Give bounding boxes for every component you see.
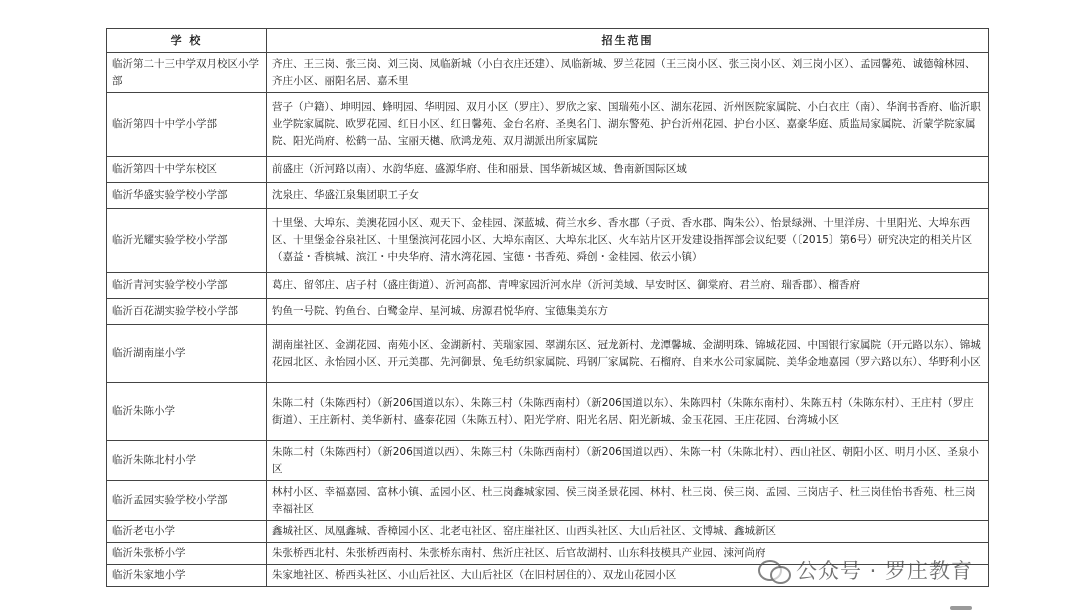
- enrollment-range: 十里堡、大埠东、美澳花园小区、观天下、金桂园、深蓝城、荷兰水乡、香水郡（子贡、香水郡、陶朱公）、怡景绿洲、十里洋房、十里阳光、大埠东西区、十里堡金谷泉社区、十里堡滨河花园小区、大埠东南区、大埠东北区、火车站片区开发建设指挥部会议纪要（〔2015〕第6号）研究决定的相关片区（嘉益・香槟城、滨江・中央华府、清水湾花园、宝德・书香苑、舜创・金桂园、依云小镇）: [267, 209, 989, 273]
- school-name: 临沂孟园实验学校小学部: [107, 481, 267, 521]
- table-row: [107, 183, 989, 209]
- table-row: [107, 383, 989, 441]
- school-name: 临沂湖南崖小学: [107, 325, 267, 383]
- table-row: [107, 93, 989, 157]
- enrollment-range: 前盛庄（沂河路以南）、水韵华庭、盛源华府、佳和丽景、国华新城区域、鲁南新国际区域: [267, 157, 989, 183]
- enrollment-range: 齐庄、王三岗、张三岗、刘三岗、凤临新城（小白衣庄还建）、凤临新城、罗兰花园（王三岗小区、张三岗小区、刘三岗小区）、孟园馨苑、诚德翰林园、齐庄小区、丽阳名居、嘉禾里: [267, 53, 989, 93]
- table-header-row: [107, 29, 989, 53]
- wechat-icon: [758, 557, 790, 583]
- school-name: 临沂第四十中学东校区: [107, 157, 267, 183]
- school-name: 临沂朱张桥小学: [107, 543, 267, 565]
- school-name: 临沂百花湖实验学校小学部: [107, 299, 267, 325]
- table-row: [107, 53, 989, 93]
- wechat-watermark: [758, 555, 973, 585]
- enrollment-range: 林村小区、幸福嘉园、富林小镇、孟园小区、杜三岗鑫城家园、侯三岗圣景花园、林村、杜三岗、侯三岗、孟园、三岗店子、杜三岗佳怡书香苑、杜三岗幸福社区: [267, 481, 989, 521]
- enrollment-range: 朱张桥西北村、朱张桥西南村、朱张桥东南村、焦沂庄社区、后官故湖村、山东科技模具产业园、涑河尚府: [267, 543, 989, 565]
- enrollment-range: 葛庄、留邻庄、店子村（盛庄街道）、沂河高都、青啤家园沂河水岸（沂河美域、早安时区、御棠府、君兰府、瑞香郡）、榴香府: [267, 273, 989, 299]
- enrollment-range: 朱陈二村（朱陈西村）（新206国道以东）、朱陈三村（朱陈西南村）（新206国道以东）、朱陈四村（朱陈东南村）、朱陈五村（朱陈东村）、王庄村（罗庄街道）、王庄新村、美华新村、盛泰花园（朱陈五村）、阳光学府、阳光名居、阳光新城、金玉花园、王庄花园、台湾城小区: [267, 383, 989, 441]
- table-row: [107, 325, 989, 383]
- enrollment-range: 鑫城社区、凤凰鑫城、香樟园小区、北老屯社区、窑庄崖社区、山西头社区、大山后社区、文博城、鑫城新区: [267, 521, 989, 543]
- table-row: [107, 273, 989, 299]
- school-name: 临沂朱家地小学: [107, 565, 267, 587]
- enrollment-range: 朱陈二村（朱陈西村）（新206国道以西）、朱陈三村（朱陈西南村）（新206国道以西）、朱陈一村（朱陈北村）、西山社区、朝阳小区、明月小区、圣泉小区: [267, 441, 989, 481]
- table-row: [107, 157, 989, 183]
- enrollment-range: 湖南崖社区、金湖花园、南苑小区、金湖新村、芙瑞家园、翠湖东区、冠龙新村、龙潭馨城、金湖明珠、锦城花园、中国银行家属院（开元路以东）、锦城花园北区、永怡园小区、开元美郡、先河御景、兔毛纺织家属院、玛钢厂家属院、石榴府、自来水公司家属院、美华金地嘉园（罗六路以东）、华野利小区: [267, 325, 989, 383]
- enrollment-range: 沈泉庄、华盛江泉集团职工子女: [267, 183, 989, 209]
- watermark-text: 公众号 · 罗庄教育: [796, 559, 974, 583]
- enrollment-table: [106, 28, 989, 587]
- school-name: 临沂华盛实验学校小学部: [107, 183, 267, 209]
- table-row: [107, 299, 989, 325]
- school-name: 临沂光耀实验学校小学部: [107, 209, 267, 273]
- header-school: 学 校: [107, 29, 267, 53]
- table-row: [107, 209, 989, 273]
- page-corner-mark: [950, 606, 972, 610]
- enrollment-table-container: [106, 28, 988, 587]
- enrollment-range: 营子（户籍）、坤明园、蜂明园、华明园、双月小区（罗庄）、罗欣之家、国瑞苑小区、湖东花园、沂州医院家属院、小白衣庄（南）、华润书香府、临沂职业学院家属院、欧罗花园、红日小区、红日馨苑、金台名府、圣奥名门、湖东警苑、护台沂州花园、护台小区、嘉豪华庭、质监局家属院、沂蒙学院家属院、阳光尚府、松鹤一品、宝丽天樾、欣鸿龙苑、双月湖派出所家属院: [267, 93, 989, 157]
- table-row: [107, 481, 989, 521]
- enrollment-range: 朱家地社区、桥西头社区、小山后社区、大山后社区（在旧村居住的）、双龙山花园小区: [267, 565, 989, 587]
- enrollment-range: 钓鱼一号院、钓鱼台、白鹭金岸、星河城、房源君悦华府、宝德集美东方: [267, 299, 989, 325]
- school-name: 临沂第二十三中学双月校区小学部: [107, 53, 267, 93]
- school-name: 临沂朱陈小学: [107, 383, 267, 441]
- table-row: [107, 521, 989, 543]
- table-row: [107, 441, 989, 481]
- school-name: 临沂老屯小学: [107, 521, 267, 543]
- school-name: 临沂第四十中学小学部: [107, 93, 267, 157]
- header-range: 招生范围: [267, 29, 989, 53]
- school-name: 临沂青河实验学校小学部: [107, 273, 267, 299]
- school-name: 临沂朱陈北村小学: [107, 441, 267, 481]
